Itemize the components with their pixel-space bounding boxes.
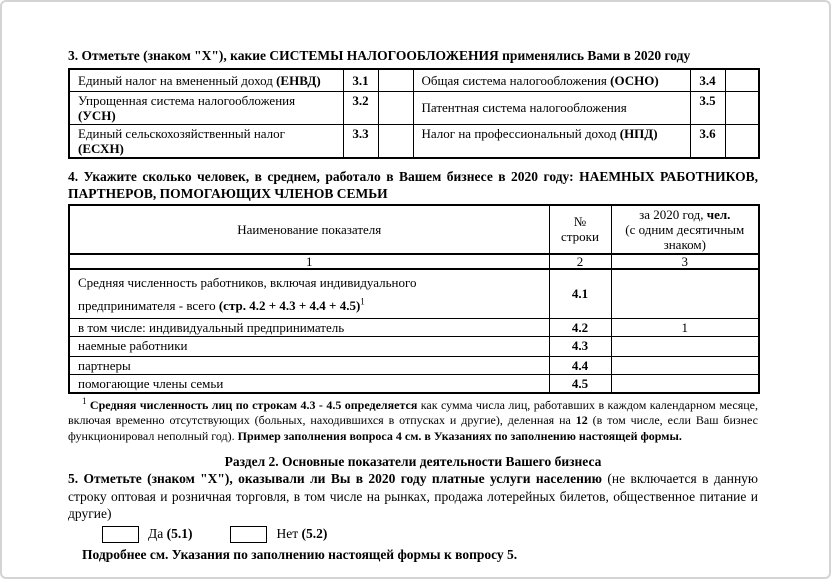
table-row bbox=[69, 318, 759, 336]
value-cell-4-5[interactable] bbox=[611, 374, 759, 393]
table-row bbox=[69, 356, 759, 374]
row-code-3-2: 3.2 bbox=[343, 91, 378, 124]
yes-label: Да (5.1) bbox=[148, 526, 193, 541]
question-5-note: Подробнее см. Указания по заполнению настоящей формы к вопросу 5. bbox=[82, 546, 518, 562]
no-label: Нет (5.2) bbox=[276, 526, 328, 541]
row-code-3-3: 3.3 bbox=[343, 124, 378, 158]
checkbox-cell-3-5[interactable] bbox=[725, 91, 759, 124]
checkbox-cell-3-3[interactable] bbox=[378, 124, 413, 158]
indicator-label-4-1: Средняя численность работников, включая индивидуального предпринимателя - всего (стр. 4.2 + 4.3 + 4.4 + 4.5)$^1$ bbox=[69, 269, 549, 319]
column-number-3: 3 bbox=[611, 254, 759, 269]
yes-checkbox[interactable] bbox=[102, 526, 139, 543]
row-code-4-4: 4.4 bbox=[549, 356, 611, 374]
checkbox-cell-3-4[interactable] bbox=[725, 69, 759, 91]
row-code-4-3: 4.3 bbox=[549, 336, 611, 356]
question-5-answers bbox=[68, 526, 758, 543]
table-row bbox=[69, 69, 759, 91]
column-header-line-number: № строки bbox=[549, 205, 611, 254]
footnote-marker: 1 bbox=[82, 395, 87, 406]
column-header-value: за 2020 год, чел. (с одним десятичным знаком) bbox=[611, 205, 759, 254]
question-3-heading: 3. Отметьте (знаком "X"), какие СИСТЕМЫ НАЛОГООБЛОЖЕНИЯ применялись Вами в 2020 году bbox=[68, 48, 691, 63]
column-header-indicator: Наименование показателя bbox=[69, 205, 549, 254]
row-code-4-5: 4.5 bbox=[549, 374, 611, 393]
value-cell-4-4[interactable] bbox=[611, 356, 759, 374]
indicator-label-4-3: наемные работники bbox=[69, 336, 549, 356]
tax-system-label-patent: Патентная система налогообложения bbox=[413, 91, 690, 124]
table-row bbox=[69, 124, 759, 158]
indicator-label-4-5: помогающие члены семьи bbox=[69, 374, 549, 393]
row-code-3-1: 3.1 bbox=[343, 69, 378, 91]
tax-system-label-usn: Упрощенная система налогообложения (УСН) bbox=[69, 91, 343, 124]
question-4-heading: 4. Укажите сколько человек, в среднем, работало в Вашем бизнесе в 2020 году: НАЕМНЫХ РАБОТНИКОВ, ПАРТНЕРОВ, ПОМОГАЮЩИХ ЧЛЕНОВ СЕМЬИ bbox=[68, 168, 758, 201]
checkbox-cell-3-6[interactable] bbox=[725, 124, 759, 158]
tax-system-label-npd: Налог на профессиональный доход (НПД) bbox=[413, 124, 690, 158]
row-code-3-5: 3.5 bbox=[690, 91, 725, 124]
tax-system-label-eshn: Единый сельскохозяйственный налог (ЕСХН) bbox=[69, 124, 343, 158]
tax-systems-table bbox=[68, 68, 760, 159]
column-number-1: 1 bbox=[69, 254, 549, 269]
column-numbers-row bbox=[69, 254, 759, 269]
footnote-reference: 1 bbox=[360, 296, 365, 307]
table-row bbox=[69, 336, 759, 356]
employees-table bbox=[68, 204, 760, 394]
table-row bbox=[69, 91, 759, 124]
checkbox-cell-3-2[interactable] bbox=[378, 91, 413, 124]
row-code-3-6: 3.6 bbox=[690, 124, 725, 158]
indicator-label-4-4: партнеры bbox=[69, 356, 549, 374]
no-checkbox[interactable] bbox=[230, 526, 267, 543]
value-cell-4-2[interactable]: 1 bbox=[611, 318, 759, 336]
row-code-4-1: 4.1 bbox=[549, 269, 611, 319]
column-number-2: 2 bbox=[549, 254, 611, 269]
tax-system-label-envd: Единый налог на вмененный доход (ЕНВД) bbox=[69, 69, 343, 91]
form-content bbox=[68, 47, 758, 563]
value-cell-4-3[interactable] bbox=[611, 336, 759, 356]
table-row bbox=[69, 374, 759, 393]
tax-system-label-osno: Общая система налогообложения (ОСНО) bbox=[413, 69, 690, 91]
section-2-heading: Раздел 2. Основные показатели деятельности Вашего бизнеса bbox=[224, 454, 602, 469]
value-cell-4-1[interactable] bbox=[611, 269, 759, 319]
table-row bbox=[69, 269, 759, 319]
row-code-4-2: 4.2 bbox=[549, 318, 611, 336]
indicator-label-4-2: в том числе: индивидуальный предприниматель bbox=[69, 318, 549, 336]
row-code-3-4: 3.4 bbox=[690, 69, 725, 91]
footnote: $^1$ Средняя численность лиц по строкам 4.3 - 4.5 определяется как сумма числа лиц, работавших в каждом календарном месяце, включая временно отсутствующих (больных, находившихся в отпусках и другие), деленная на 12 (в том числе, если Ваш бизнес функционировал неполный год). Пример заполнения вопроса 4 см. в Указаниях по заполнению настоящей формы. bbox=[68, 395, 759, 443]
checkbox-cell-3-1[interactable] bbox=[378, 69, 413, 91]
question-5-text: 5. Отметьте (знаком "X"), оказывали ли Вы в 2020 году платные услуги населению (не включается в данную строку оптовая и розничная торговля, в том числе на рынках, продажа лотерейных билетов, общественное питание и другие) bbox=[68, 471, 759, 521]
table-header-row bbox=[69, 205, 759, 254]
